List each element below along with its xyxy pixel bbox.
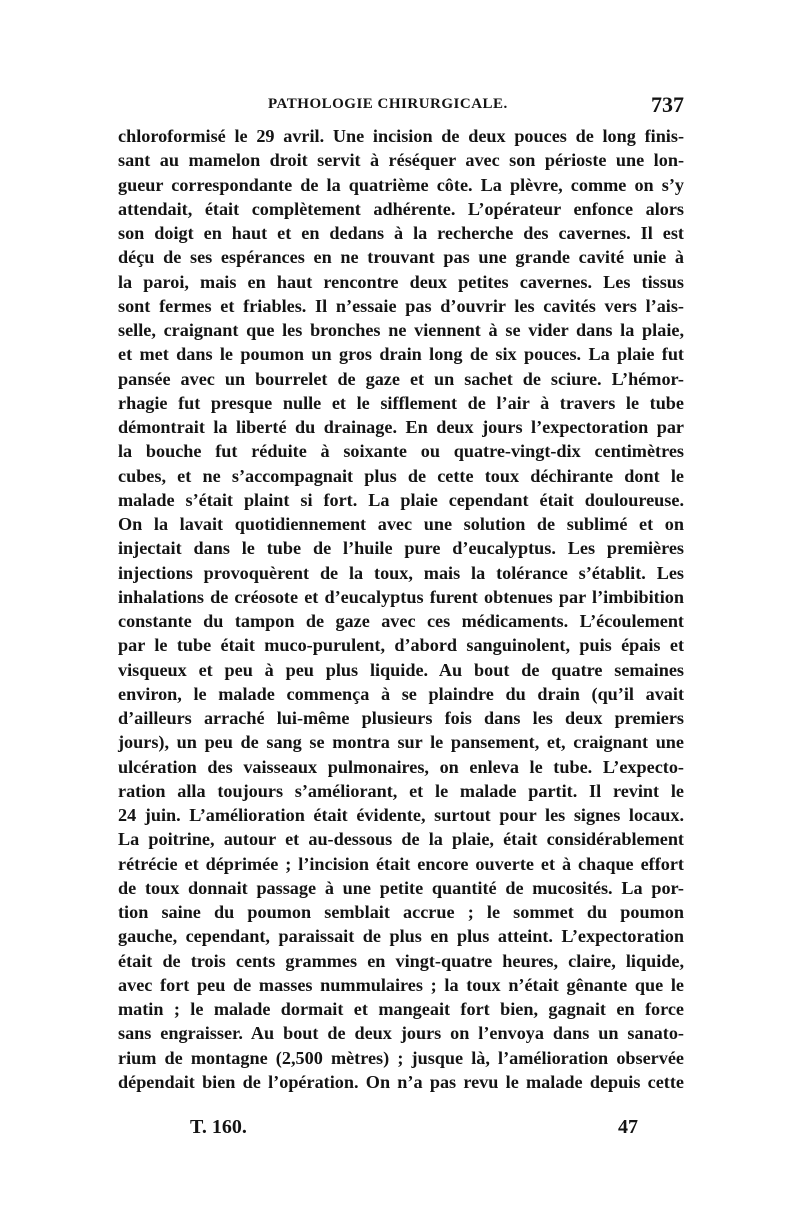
signature-mark: T. 160. bbox=[190, 1116, 247, 1138]
text-line: pansée avec un bourrelet de gaze et un sachet de sciure. L’hémor- bbox=[118, 368, 684, 389]
text-line: sant au mamelon droit servit à réséquer avec son périoste une lon- bbox=[118, 150, 684, 171]
text-line: ration alla toujours s’améliorant, et le malade partit. Il revint le bbox=[118, 780, 684, 801]
text-line: la bouche fut réduite à soixante ou quatre-vingt-dix centimètres bbox=[118, 441, 684, 462]
text-line: jours), un peu de sang se montra sur le pansement, et, craignant une bbox=[118, 732, 684, 753]
running-title: PATHOLOGIE CHIRURGICALE. bbox=[268, 96, 508, 112]
text-line: attendait, était complètement adhérente. L’opérateur enfonce alors bbox=[118, 198, 684, 219]
text-line: matin ; le malade dormait et mangeait fort bien, gagnait en force bbox=[118, 999, 684, 1019]
sheet-number: 47 bbox=[618, 1116, 638, 1138]
text-line: de toux donnait passage à une petite quantité de mucosités. La por- bbox=[118, 877, 684, 898]
text-line: 24 juin. L’amélioration était évidente, surtout pour les signes locaux. bbox=[118, 805, 684, 825]
text-line: démontrait la liberté du drainage. En deux jours l’expectoration par bbox=[118, 417, 684, 437]
text-line: cubes, et ne s’accompagnait plus de cette toux déchirante dont le bbox=[118, 465, 684, 486]
text-line: la paroi, mais en haut rencontre deux petites cavernes. Les tissus bbox=[118, 271, 684, 292]
text-line: ulcération des vaisseaux pulmonaires, on enleva le tube. L’expecto- bbox=[118, 756, 684, 777]
text-line: injections provoquèrent de la toux, mais la tolérance s’établit. Les bbox=[118, 562, 684, 583]
text-line: gauche, cependant, paraissait de plus en plus atteint. L’expectoration bbox=[118, 926, 684, 947]
text-line: injectait dans le tube de l’huile pure d’eucalyptus. Les premières bbox=[118, 538, 684, 559]
page-footer bbox=[118, 1116, 684, 1146]
text-line: et met dans le poumon un gros drain long de six pouces. La plaie fut bbox=[118, 344, 684, 365]
text-line: visqueux et peu à peu plus liquide. Au bout de quatre semaines bbox=[118, 659, 684, 680]
text-line: était de trois cents grammes en vingt-quatre heures, claire, liquide, bbox=[118, 950, 684, 971]
text-line: chloroformisé le 29 avril. Une incision de deux pouces de long finis- bbox=[118, 126, 684, 146]
text-line: tion saine du poumon semblait accrue ; le sommet du poumon bbox=[118, 902, 684, 922]
text-line: inhalations de créosote et d’eucalyptus furent obtenues par l’imbibition bbox=[118, 586, 684, 607]
text-line: gueur correspondante de la quatrième côte. La plèvre, comme on s’y bbox=[118, 174, 684, 195]
body-text bbox=[118, 124, 684, 1094]
text-line: environ, le malade commença à se plaindre du drain (qu’il avait bbox=[118, 683, 684, 704]
page-number: 737 bbox=[651, 92, 684, 117]
text-line: constante du tampon de gaze avec ces médicaments. L’écoulement bbox=[118, 611, 684, 631]
running-head bbox=[118, 94, 684, 122]
text-line: dépendait bien de l’opération. On n’a pas revu le malade depuis cette bbox=[118, 1071, 684, 1092]
text-line: rium de montagne (2,500 mètres) ; jusque là, l’amélioration observée bbox=[118, 1047, 684, 1068]
text-line: avec fort peu de masses nummulaires ; la toux n’était gênante que le bbox=[118, 974, 684, 995]
text-line: rhagie fut presque nulle et le sifflement de l’air à travers le tube bbox=[118, 392, 684, 413]
text-line: déçu de ses espérances en ne trouvant pas une grande cavité unie à bbox=[118, 247, 684, 268]
text-line: sont fermes et friables. Il n’essaie pas d’ouvrir les cavités vers l’ais- bbox=[118, 295, 684, 316]
text-line: La poitrine, autour et au-dessous de la plaie, était considérablement bbox=[118, 829, 684, 850]
text-line: sans engraisser. Au bout de deux jours on l’envoya dans un sanato- bbox=[118, 1023, 684, 1044]
text-line: rétrécie et déprimée ; l’incision était encore ouverte et à chaque effort bbox=[118, 853, 684, 874]
text-line: On la lavait quotidiennement avec une solution de sublimé et on bbox=[118, 514, 684, 534]
text-line: malade s’était plaint si fort. La plaie cependant était douloureuse. bbox=[118, 489, 684, 510]
text-line: son doigt en haut et en dedans à la recherche des cavernes. Il est bbox=[118, 223, 684, 243]
text-line: par le tube était muco-purulent, d’abord sanguinolent, puis épais et bbox=[118, 635, 684, 656]
text-line: selle, craignant que les bronches ne viennent à se vider dans la plaie, bbox=[118, 320, 684, 340]
text-line: d’ailleurs arraché lui-même plusieurs fois dans les deux premiers bbox=[118, 708, 684, 728]
